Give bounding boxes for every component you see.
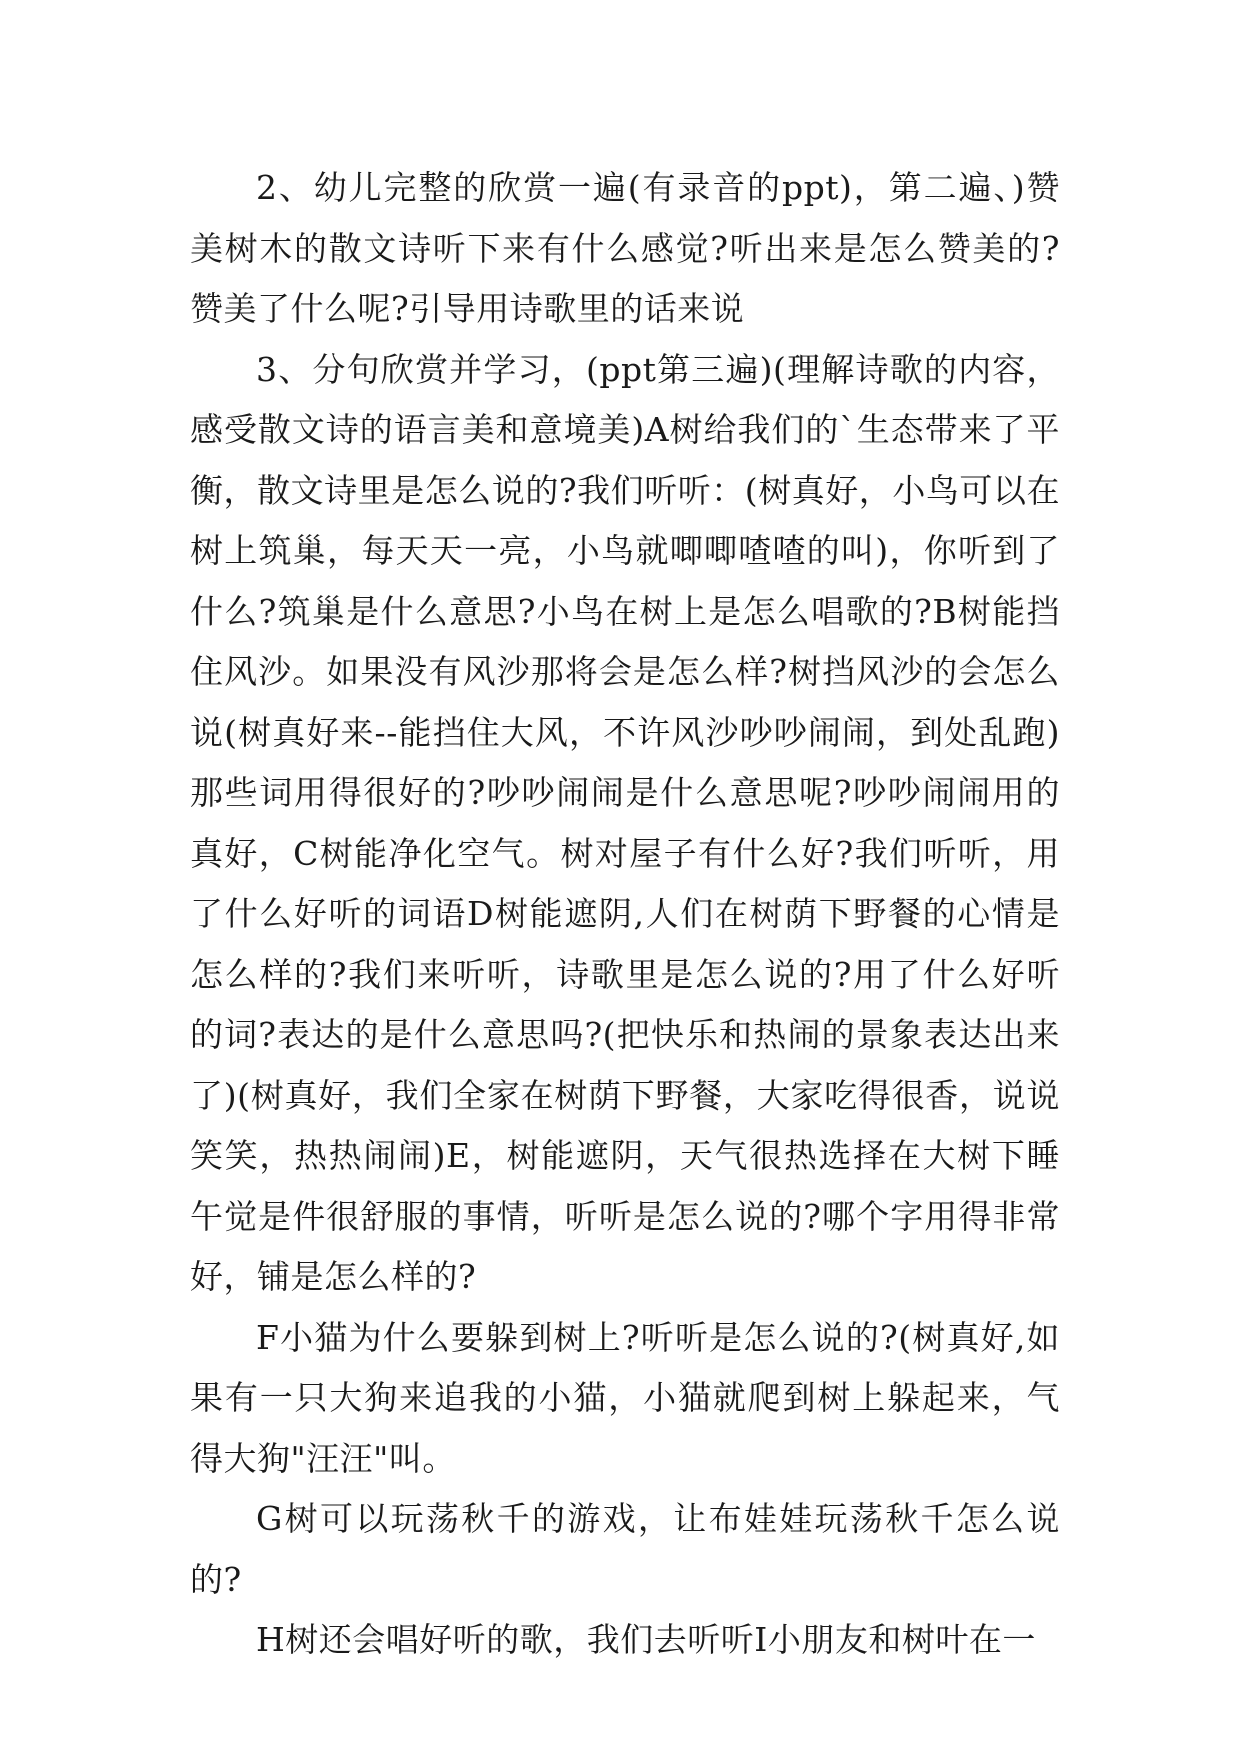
document-body	[190, 158, 1060, 1671]
paragraph-appreciation-step-3: 3、分句欣赏并学习，(ppt第三遍)(理解诗歌的内容，感受散文诗的语言美和意境美)A树给我们的`生态带来了平衡，散文诗里是怎么说的?我们听听：(树真好，小鸟可以在树上筑巢，每天天一亮，小鸟就唧唧喳喳的叫)，你听到了什么?筑巢是什么意思?小鸟在树上是怎么唱歌的?B树能挡住风沙。如果没有风沙那将会是怎么样?树挡风沙的会怎么说(树真好来--能挡住大风，不许风沙吵吵闹闹，到处乱跑)那些词用得很好的?吵吵闹闹是什么意思呢?吵吵闹闹用的真好，C树能净化空气。树对屋子有什么好?我们听听，用了什么好听的词语D树能遮阴,人们在树荫下野餐的心情是怎么样的?我们来听听，诗歌里是怎么说的?用了什么好听的词?表达的是什么意思吗?(把快乐和热闹的景象表达出来了)(树真好，我们全家在树荫下野餐，大家吃得很香，说说笑笑，热热闹闹)E，树能遮阴，天气很热选择在大树下睡午觉是件很舒服的事情，听听是怎么说的?哪个字用得非常好，铺是怎么样的?	[190, 349, 1060, 1296]
paragraph-appreciation-step-2: 2、幼儿完整的欣赏一遍(有录音的ppt)，第二遍、)赞美树木的散文诗听下来有什么感觉?听出来是怎么赞美的?赞美了什么呢?引导用诗歌里的话来说	[190, 168, 1060, 328]
paragraph-item-h: H树还会唱好听的歌，我们去听听I小朋友和树叶在一	[256, 1620, 1036, 1659]
paragraph-item-f: F小猫为什么要躲到树上?听听是怎么说的?(树真好,如果有一只大狗来追我的小猫，小猫就爬到树上躲起来，气得大狗"汪汪"叫。	[190, 1317, 1060, 1478]
paragraph-item-g: G树可以玩荡秋千的游戏，让布娃娃玩荡秋千怎么说的?	[190, 1499, 1060, 1599]
